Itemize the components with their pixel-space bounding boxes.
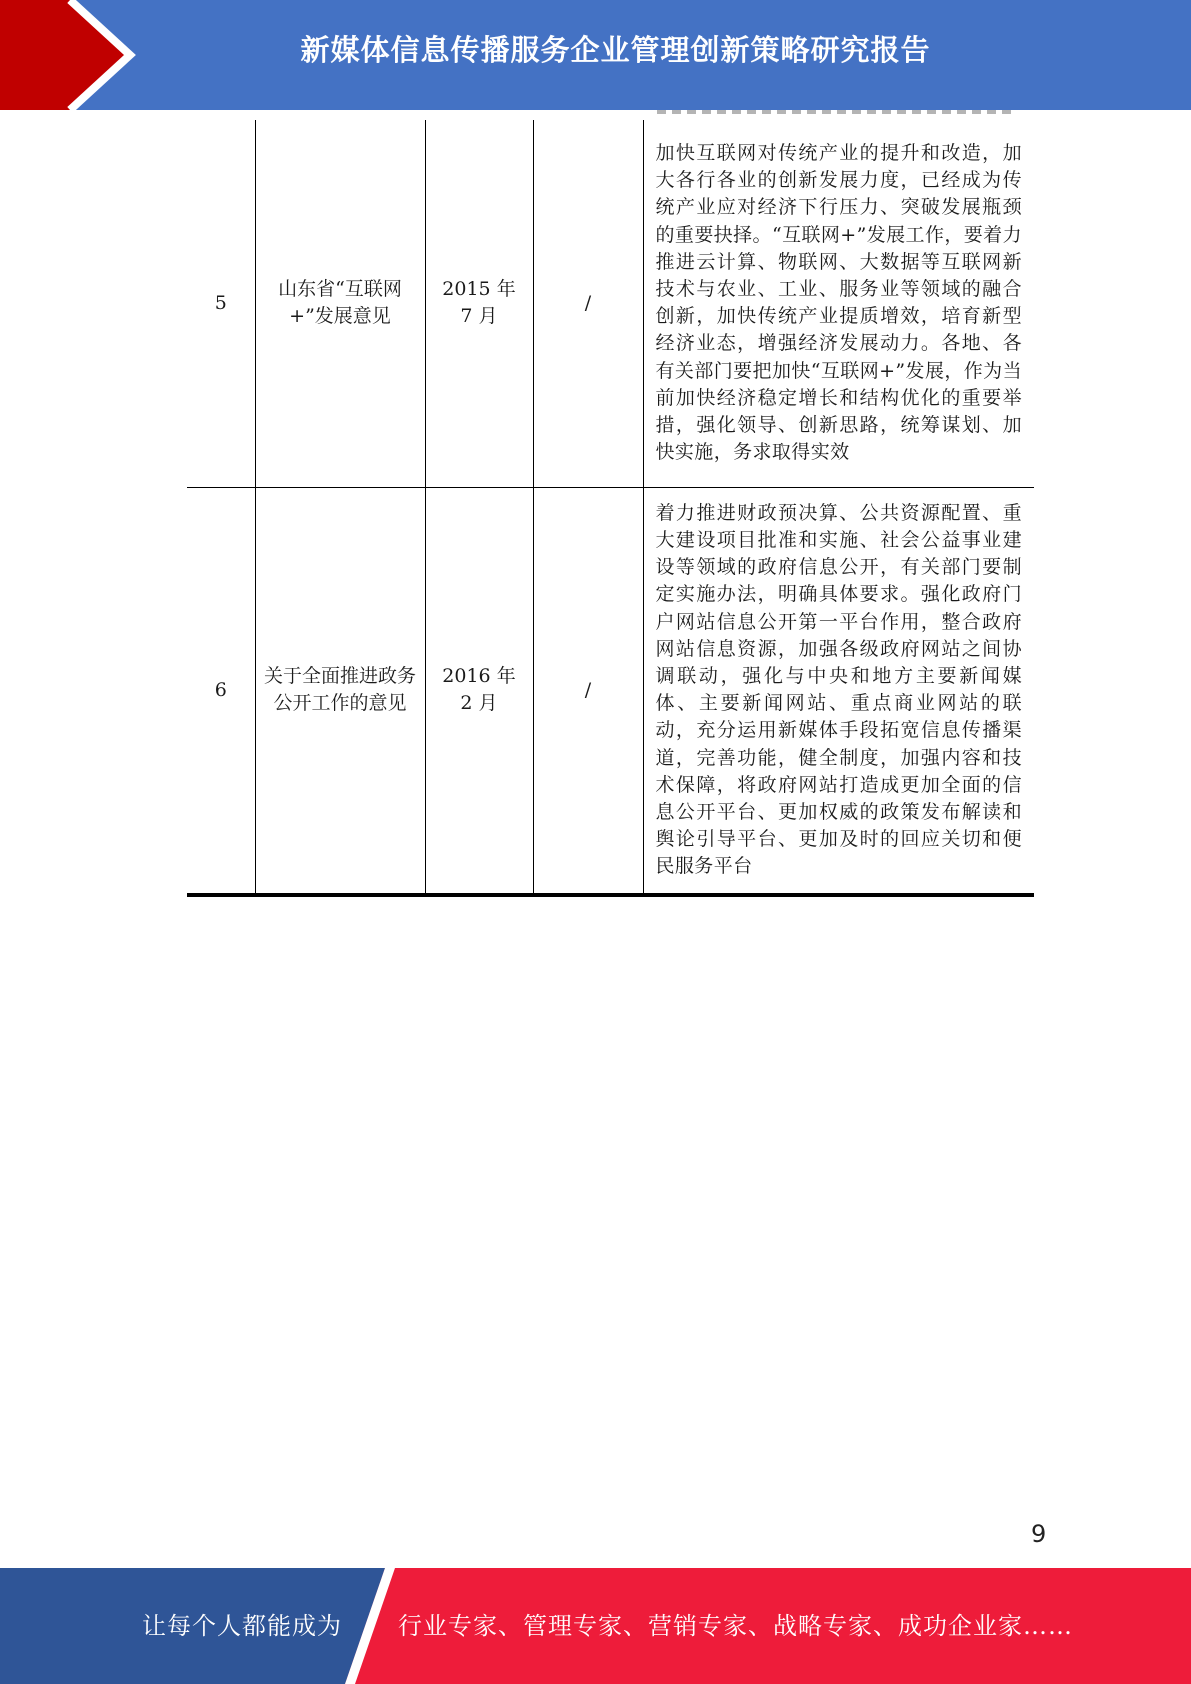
policy-issuer: /	[533, 120, 643, 487]
policy-date: 2016 年 2 月	[425, 487, 533, 895]
table-cutoff-strip	[187, 110, 1034, 120]
policy-name: 关于全面推进政务公开工作的意见	[255, 487, 425, 895]
policy-table	[187, 120, 1034, 897]
policy-date: 2015 年 7 月	[425, 120, 533, 487]
policy-issuer: /	[533, 487, 643, 895]
row-number: 6	[187, 487, 255, 895]
policy-content: 着力推进财政预决算、公共资源配置、重大建设项目批准和实施、社会公益事业建设等领域的政府信息公开，有关部门要制定实施办法，明确具体要求。强化政府门户网站信息公开第一平台作用，整合政府网站信息资源，加强各级政府网站之间协调联动，强化与中央和地方主要新闻媒体、主要新闻网站、重点商业网站的联动，充分运用新媒体手段拓宽信息传播渠道，完善功能，健全制度，加强内容和技术保障，将政府网站打造成更加全面的信息公开平台、更加权威的政策发布解读和舆论引导平台、更加及时的回应关切和便民服务平台	[643, 487, 1034, 895]
page-header	[0, 0, 1191, 110]
page-number: 9	[1031, 1520, 1047, 1548]
cutoff-text-fragment	[657, 110, 1017, 114]
policy-name: 山东省“互联网+”发展意见	[255, 120, 425, 487]
table-row	[187, 487, 1034, 895]
footer-slogan-right: 行业专家、管理专家、营销专家、战略专家、成功企业家……	[398, 1612, 1073, 1640]
footer-slogan-left: 让每个人都能成为	[142, 1612, 342, 1640]
table-row	[187, 120, 1034, 487]
page-footer	[0, 1568, 1191, 1684]
policy-content: 加快互联网对传统产业的提升和改造，加大各行各业的创新发展力度，已经成为传统产业应对经济下行压力、突破发展瓶颈的重要抉择。“互联网+”发展工作，要着力推进云计算、物联网、大数据等互联网新技术与农业、工业、服务业等领域的融合创新，加快传统产业提质增效，培育新型经济业态，增强经济发展动力。各地、各有关部门要把加快“互联网+”发展，作为当前加快经济稳定增长和结构优化的重要举措，强化领导、创新思路，统筹谋划、加快实施，务求取得实效	[643, 120, 1034, 487]
header-title: 新媒体信息传播服务企业管理创新策略研究报告	[300, 33, 931, 67]
row-number: 5	[187, 120, 255, 487]
